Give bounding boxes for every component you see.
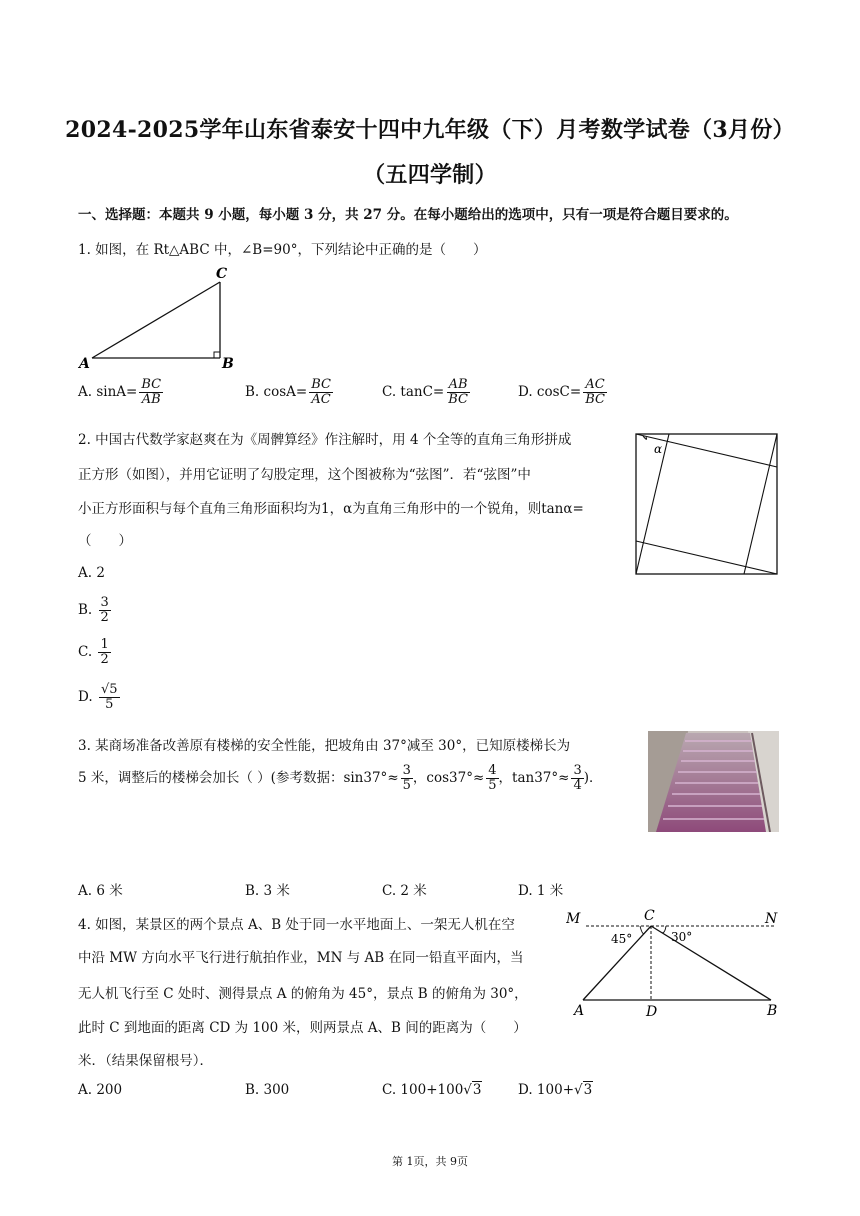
q3-option-d[interactable]: D. 1 米 (518, 883, 564, 899)
q3-option-b[interactable]: B. 3 米 (245, 883, 290, 899)
q2-option-c-prefix: C. (78, 644, 93, 660)
q2-line1: 2. 中国古代数学家赵爽在为《周髀算经》作注解时，用 4 个全等的直角三角形拼成 (78, 432, 572, 448)
q4-label-n: N (765, 911, 778, 927)
q1-option-b-den: AC (311, 392, 331, 407)
q2-line2: 正方形（如图），并用它证明了勾股定理，这个图被称为“弦图”．若“弦图”中 (78, 467, 531, 483)
q4-option-c[interactable] (382, 1082, 482, 1098)
q2-option-d-prefix: D. (78, 689, 93, 705)
q1-stem: 1. 如图，在 Rt△ABC 中，∠B=90°，下列结论中正确的是（ ） (78, 242, 487, 258)
q4-label-c: C (644, 908, 655, 924)
q4-option-d-radicand: 3 (583, 1082, 593, 1098)
q4-line4: 此时 C 到地面的距离 CD 为 100 米，则两景点 A、B 间的距离为（ ） (78, 1020, 527, 1036)
q3-sin-den: 5 (402, 778, 411, 793)
page-title: 2024-2025学年山东省泰安十四中九年级（下）月考数学试卷（3月份） (65, 117, 795, 143)
q4-option-d-root-sign: √ (574, 1082, 583, 1098)
q1-option-b-num: BC (311, 377, 331, 392)
q4-option-d-prefix: D. 100+ (518, 1082, 575, 1098)
q1-option-c-num: AB (448, 377, 468, 392)
q3-cos-label: ，cos37° (412, 770, 473, 786)
q3-tan-den: 4 (573, 778, 582, 793)
q2-option-b-den: 2 (100, 610, 109, 625)
q1-option-c[interactable] (382, 378, 470, 407)
q3-option-a[interactable]: A. 6 米 (78, 883, 123, 899)
q4-line5: 米．（结果保留根号）． (78, 1053, 213, 1069)
q4-line1: 4. 如图，某景区的两个景点 A、B 处于同一水平地面上、一架无人机在空 (78, 917, 515, 933)
q3-approx-1: ≈ (387, 770, 399, 786)
q1-option-b[interactable] (245, 378, 333, 407)
q4-line2: 中沿 MW 方向水平飞行进行航拍作业，MN 与 AB 在同一铅直平面内，当 (78, 950, 524, 966)
q2-option-a[interactable]: A. 2 (78, 565, 105, 581)
q1-triangle-figure (76, 262, 246, 372)
q2-line3: 小正方形面积与每个直角三角形面积均为1，α为直角三角形中的一个锐角，则tanα= (78, 501, 584, 517)
q4-line3: 无人机飞行至 C 处时、测得景点 A 的俯角为 45°，景点 B 的俯角为 30°， (78, 986, 528, 1002)
page-number: 第 1页，共 9页 (392, 1155, 468, 1168)
q1-option-b-prefix: B. cosA= (245, 384, 308, 400)
q4-label-45: 45° (611, 932, 633, 946)
q1-option-d-prefix: D. cosC= (518, 384, 582, 400)
q4-label-b: B (767, 1003, 778, 1018)
q2-label-alpha: α (654, 442, 663, 456)
q2-option-c-den: 2 (100, 652, 109, 667)
q1-label-c: C (216, 266, 228, 282)
q3-option-c[interactable]: C. 2 米 (382, 883, 427, 899)
q4-option-c-prefix: C. 100+100 (382, 1082, 464, 1098)
q4-drone-figure (566, 906, 786, 1018)
q4-option-b[interactable]: B. 300 (245, 1082, 290, 1098)
q3-approx-3: ≈ (558, 770, 570, 786)
q4-option-d[interactable] (518, 1082, 593, 1098)
q1-option-a-den: AB (141, 392, 161, 407)
page-subtitle: （五四学制） (363, 162, 497, 188)
q1-option-a-prefix: A. sinA= (78, 384, 138, 400)
q1-option-d-den: BC (585, 392, 605, 407)
q1-option-d-num: AC (585, 377, 605, 392)
q4-label-30: 30° (671, 930, 693, 944)
q1-label-b: B (222, 356, 234, 372)
q2-option-b-num: 3 (100, 595, 109, 610)
q3-approx-2: ≈ (472, 770, 485, 786)
section-heading: 一、选择题：本题共 9 小题，每小题 3 分，共 27 分。在每小题给出的选项中，只有一项是符合题目要求的。 (78, 207, 738, 223)
q1-option-c-prefix: C. tanC= (382, 384, 445, 400)
q4-option-c-radicand: 3 (472, 1082, 482, 1098)
q4-label-d: D (646, 1004, 658, 1018)
q2-option-d-den: 5 (105, 697, 114, 712)
q2-option-c[interactable] (78, 638, 111, 667)
q3-line2 (78, 764, 603, 793)
q2-option-b-prefix: B. (78, 602, 93, 618)
q3-cos-den: 5 (488, 778, 497, 793)
q4-option-a[interactable]: A. 200 (78, 1082, 123, 1098)
q2-option-d[interactable] (78, 683, 120, 712)
q2-option-d-num: √5 (100, 682, 118, 697)
q3-cos-num: 4 (488, 763, 497, 778)
q3-line1: 3. 某商场准备改善原有楼梯的安全性能，把坡角由 37°减至 30°，已知原楼梯长为 (78, 738, 571, 754)
q2-option-b[interactable] (78, 596, 111, 625)
q3-stairs-photo (648, 731, 779, 832)
q1-option-a[interactable] (78, 378, 163, 407)
q3-tan-num: 3 (573, 763, 582, 778)
q3-sin-num: 3 (402, 763, 411, 778)
q1-option-a-num: BC (141, 377, 162, 392)
q1-option-d[interactable] (518, 378, 607, 407)
q4-label-a: A (574, 1003, 585, 1018)
q2-line4: （ ） (78, 533, 132, 549)
q4-option-c-root-sign: √ (463, 1082, 472, 1098)
q3-line2-end: )． (583, 770, 603, 786)
q2-option-c-num: 1 (100, 637, 109, 652)
q4-label-m: M (566, 911, 581, 927)
q1-label-a: A (79, 356, 90, 372)
q3-line2-start: 5 米，调整后的楼梯会加长（ ）(参考数据：sin37° (78, 770, 388, 786)
q2-string-figure (634, 432, 780, 576)
q1-option-c-den: BC (448, 392, 468, 407)
q3-tan-label: ，tan37° (498, 770, 559, 786)
